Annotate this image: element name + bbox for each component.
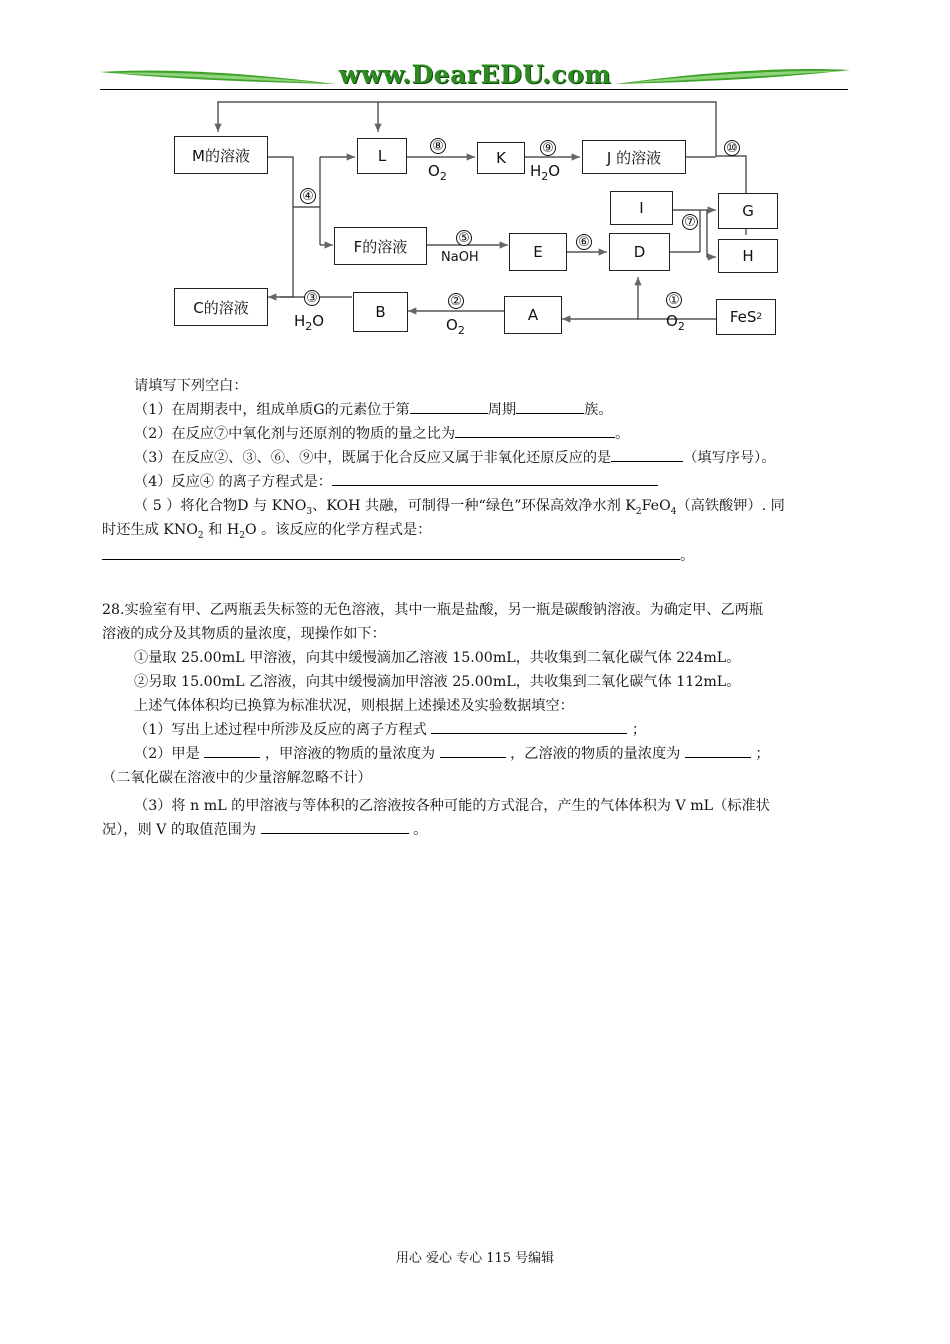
label-h2o-9: $H_2O$ — [530, 162, 561, 183]
q27-part2-end: 。 — [615, 426, 630, 442]
q28-part2-text-c: ，乙溶液的物质的量浓度为 — [510, 746, 681, 762]
q28-note: 上述气体体积均已换算为标准状况，则根据上述操述及实验数据填空： — [134, 698, 574, 714]
q28-line1: 28.实验室有甲、乙两瓶丢失标签的无色溶液，其中一瓶是盐酸，另一瓶是碳酸钠溶液。为确定甲、乙两瓶 — [102, 602, 764, 618]
q27-part5-text-d: （高铁酸钾）. 同 — [676, 498, 785, 514]
reaction-diagram — [170, 100, 790, 345]
q28-part1-text: （1）写出上述过程中所涉及反应的离子方程式 — [134, 722, 427, 738]
label-o2-1: $O_2$ — [666, 312, 685, 333]
q27-part4-text: （4）反应④ 的离子方程式是： — [134, 474, 332, 490]
q27-part5-text-c: FeO — [641, 498, 671, 514]
q28-part2-note: （二氧化碳在溶液中的少量溶解忽略不计） — [102, 770, 372, 786]
q27-part5-cont-c: O 。该反应的化学方程式是： — [244, 522, 432, 538]
label-o2-1-text: O — [666, 312, 678, 330]
step-8: ⑧ — [430, 138, 446, 154]
node-i: I — [610, 191, 673, 225]
q28-part3: （3）将 n mL 的甲溶液与等体积的乙溶液按各种可能的方式混合，产生的气体体积为 V mL（标准状 — [134, 798, 770, 814]
label-h2o-9-text: H — [530, 162, 542, 180]
step-10: ⑩ — [724, 140, 740, 156]
node-b: B — [353, 292, 408, 332]
node-h: H — [718, 239, 778, 273]
m-to-split — [268, 157, 293, 297]
q27-part5-cont-a: 时还生成 KNO — [102, 522, 198, 538]
step-6: ⑥ — [576, 234, 592, 250]
node-a: A — [504, 296, 562, 334]
blank-ionic-equation-4[interactable] — [332, 471, 658, 486]
q27-part5-text-b: 、KOH 共融，可制得一种“绿色”环保高效净水剂 K — [312, 498, 636, 514]
step-5: ⑤ — [456, 230, 472, 246]
q27-equation-line — [102, 544, 694, 568]
node-g: G — [718, 193, 778, 229]
q28-line2: 溶液的成分及其物质的量浓度，现操作如下： — [102, 626, 386, 642]
q28-part1 — [134, 718, 646, 742]
q28-part3-cont — [102, 818, 427, 842]
blank-jia-identity[interactable] — [204, 743, 260, 758]
q28-part2 — [134, 742, 770, 766]
q27-part3-text: （3）在反应②、③、⑥、⑨中，既属于化合反应又属于非氧化还原反应的是 — [134, 450, 612, 466]
step-1: ① — [666, 292, 682, 308]
branch-to-g2 — [707, 210, 716, 257]
q27-part5-text-a: （ 5 ）将化合物D 与 KNO — [134, 498, 307, 514]
node-j-solution: J 的溶液 — [582, 140, 686, 174]
blank-period[interactable] — [410, 399, 488, 414]
q27-part3 — [134, 446, 775, 470]
node-d: D — [609, 233, 670, 271]
label-o2-2: $O_2$ — [446, 316, 465, 337]
page-footer: 用心 爱心 专心 115 号编辑 — [395, 1251, 555, 1266]
node-c-solution: C的溶液 — [174, 288, 268, 326]
fes2-formula: FeS — [729, 308, 757, 326]
q28-part2-end: ； — [755, 746, 770, 762]
q27-part3-end: （填写序号）。 — [683, 450, 776, 466]
step-4: ④ — [300, 188, 316, 204]
q28-step2: ②另取 15.00mL 乙溶液，向其中缓慢滴加甲溶液 25.00mL，共收集到二氧化碳气体 112mL。 — [134, 674, 741, 690]
blank-reaction-numbers[interactable] — [611, 447, 683, 462]
header-rule — [100, 89, 848, 90]
question-27 — [102, 374, 850, 574]
q28-part2-text-a: （2）甲是 — [134, 746, 200, 762]
blank-ionic-equations[interactable] — [431, 719, 627, 734]
q27-part5-cont-b: 和 H — [203, 522, 240, 538]
label-o2-8: $O_2$ — [428, 162, 447, 183]
step-9: ⑨ — [540, 140, 556, 156]
q27-part1 — [134, 398, 613, 422]
blank-chemical-equation-5[interactable] — [102, 545, 680, 560]
blank-yi-concentration[interactable] — [685, 743, 751, 758]
label-naoh-5: NaOH — [441, 250, 479, 265]
label-o2-2-text: O — [446, 316, 458, 334]
node-l: L — [357, 138, 407, 174]
q27-part1-group-label: 族。 — [584, 402, 613, 418]
step-7: ⑦ — [682, 214, 698, 230]
q27-part2 — [134, 422, 629, 446]
q27-part1-text: （1）在周期表中，组成单质G的元素位于第 — [134, 402, 410, 418]
q27-intro: 请填写下列空白： — [134, 378, 248, 394]
node-k: K — [477, 142, 525, 174]
blank-jia-concentration[interactable] — [440, 743, 506, 758]
node-f-solution: F的溶液 — [334, 227, 427, 265]
node-fes2: FeS 2 — [716, 299, 776, 335]
label-h2o-3-text: H — [294, 312, 306, 330]
blank-ratio[interactable] — [455, 423, 615, 438]
q28-part1-end: ； — [631, 722, 647, 738]
q27-part1-period-label: 周期 — [487, 402, 517, 418]
q27-part2-text: （2）在反应⑦中氧化剂与还原剂的物质的量之比为 — [134, 426, 456, 442]
step-3: ③ — [304, 290, 320, 306]
node-m-solution: M的溶液 — [174, 136, 268, 174]
brand-logo: www.DearEDU.com — [338, 60, 612, 89]
q27-part5-cont: 时还生成 $KNO_2$ 和 $H_2O$ 。该反应的化学方程式是： — [102, 522, 432, 541]
label-o2-8-text: O — [428, 162, 440, 180]
q27-equation-end: 。 — [680, 548, 695, 564]
blank-volume-range[interactable] — [261, 819, 409, 834]
blank-group[interactable] — [516, 399, 584, 414]
q28-part3-cont-text: 况），则 V 的取值范围为 — [102, 822, 257, 838]
q28-part3-end: 。 — [413, 822, 428, 838]
q28-step1: ①量取 25.00mL 甲溶液，向其中缓慢滴加乙溶液 15.00mL，共收集到二氧化碳气体 224mL。 — [134, 650, 741, 666]
step-2: ② — [448, 293, 464, 309]
q27-part5: （ 5 ）将化合物D 与 $KNO_3$、KOH 共融，可制得一种“绿色”环保高效净水剂 $K_2FeO_4$（高铁酸钾）. 同 — [134, 498, 785, 517]
q27-part4 — [134, 470, 658, 494]
label-h2o-3: $H_2O$ — [294, 312, 325, 333]
q28-part2-text-b: ，甲溶液的物质的量浓度为 — [264, 746, 436, 762]
node-e: E — [509, 233, 567, 271]
question-28 — [102, 598, 850, 858]
